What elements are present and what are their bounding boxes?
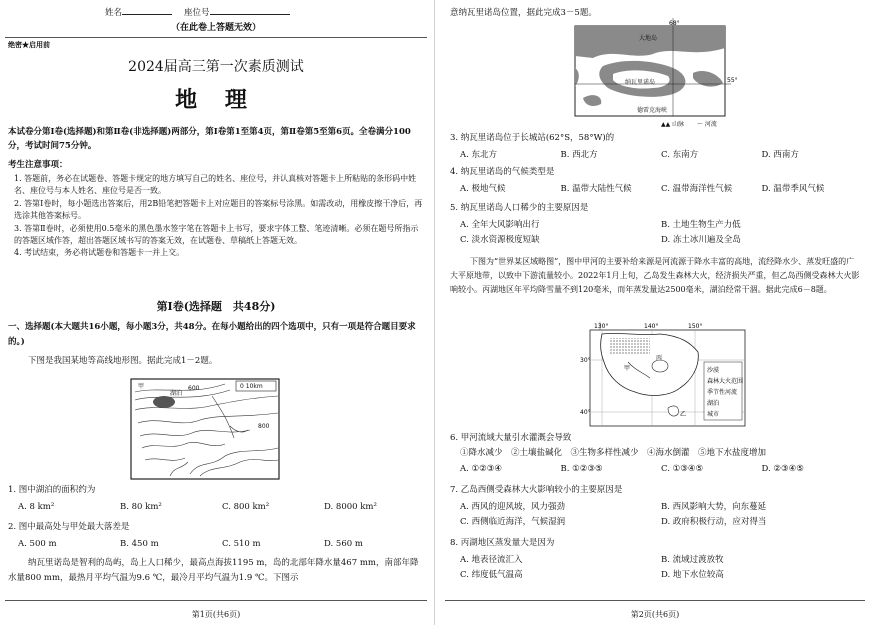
lat40-label: 40° [580, 409, 591, 416]
option-d[interactable]: D. 地下水位较高 [661, 569, 724, 580]
page-right [440, 0, 870, 625]
question-stem: 3. 纳瓦里诺岛位于长城站(62°S，58°W)的 [450, 133, 615, 143]
group1-intro: 下图是我国某地等高线地形图。据此完成1－2题。 [28, 356, 218, 366]
option-a[interactable]: A. 东北方 [460, 150, 498, 161]
footer-rule [445, 600, 865, 601]
question-1 [8, 485, 426, 514]
question-stem: 4. 纳瓦里诺岛的气候类型是 [450, 167, 555, 177]
subject-title: 地 理 [175, 88, 257, 113]
options [450, 464, 862, 475]
question-8 [450, 538, 862, 581]
option-b[interactable]: B. 80 km² [120, 502, 162, 513]
legend-river: 季节性河流 [707, 389, 738, 396]
yi-label: 乙 [680, 411, 687, 418]
legend-desert: 沙漠 [707, 367, 720, 374]
option-a[interactable]: A. 500 m [18, 539, 57, 550]
notes-list [14, 173, 424, 260]
legend-city: 城市 [707, 411, 720, 418]
page-left [0, 0, 432, 625]
options [8, 539, 426, 550]
question-items: ①降水减少 ②土壤盐碱化 ③生物多样性减少 ④海水倒灌 ⑤地下水盐度增加 [460, 448, 767, 459]
scale-label: 0 10km [240, 383, 263, 390]
question-3 [450, 133, 862, 162]
option-a[interactable]: A. 极地气候 [460, 184, 506, 195]
options [450, 555, 862, 581]
secret-mark: 绝密★启用前 [8, 40, 50, 49]
navarino-label: 纳瓦里诺岛 [625, 79, 656, 86]
note-item: 2. 答第Ⅰ卷时，每小题选出答案后，用2B铅笔把答题卡上对应题目的答案标号涂黑。如需改动，用橡皮擦干净后，再选涂其他答案标号。 [14, 198, 423, 221]
option-b[interactable]: B. ①②③⑤ [560, 463, 603, 474]
group2-intro-left: 纳瓦里诺岛是智利的岛屿，岛上人口稀少，最高点海拔1195 m，岛的北部年降水量467 mm，南部年降水量800 mm，最热月平均气温为9.6 ℃，最冷月平均气温为1.9 ℃。下图示 [8, 558, 419, 583]
option-a[interactable]: A. 西风的迎风坡，风力强劲 [460, 502, 566, 513]
question-6 [450, 433, 862, 475]
option-d[interactable]: D. 8000 km² [324, 502, 377, 513]
question-stem: 1. 图中湖泊的面积约为 [8, 485, 96, 495]
footer-right: 第2页(共6页) [630, 610, 680, 620]
option-d[interactable]: D. 冻土冰川遍及全岛 [661, 234, 741, 245]
option-b[interactable]: B. 西风影响大势，向东蔓延 [661, 502, 767, 513]
section-intro: 一、选择题(本大题共16小题，每小题3分，共48分。在每小题给出的四个选项中，只有一项是符合题目要求的。) [8, 322, 416, 347]
legend-fire: 森林大火范围 [707, 378, 744, 385]
option-d[interactable]: D. 560 m [324, 539, 363, 550]
notes-title: 考生注意事项： [8, 160, 68, 170]
footer-rule [5, 600, 427, 601]
option-c[interactable]: C. 纬度低气温高 [460, 569, 523, 580]
question-stem: 6. 甲河流域大量引水灌溉会导致 [450, 433, 572, 443]
lake-shape [153, 396, 175, 408]
group3-intro: 下图为“世界某区域略图”，图中甲河的主要补给来源是河流源于降水丰富的高地，流经降水少、蒸发旺盛的广大平原地带，以致中下游流量较小。2022年1月上旬，乙岛发生森林大火，经济损失严重，但乙岛西侧受森林大火影响较小。丙湖地区年平均降雪量不到120毫米，而年蒸发量达2500毫米，湖泊经常干涸。据此完成6－8题。 [450, 257, 860, 294]
footer-left: 第1页(共6页) [191, 610, 241, 620]
option-a[interactable]: A. 全年大风影响出行 [460, 220, 540, 231]
option-c[interactable]: C. ①③④⑤ [661, 463, 704, 474]
option-b[interactable]: B. 土地生物生产力低 [661, 220, 741, 231]
group2-intro-right: 意纳瓦里诺岛位置，据此完成3－5题。 [450, 8, 597, 18]
question-4 [450, 167, 862, 196]
legend-lake: 湖泊 [707, 400, 720, 407]
option-c[interactable]: C. 510 m [222, 539, 261, 550]
option-b[interactable]: B. 流域过渡放牧 [661, 555, 724, 566]
question-2 [8, 522, 426, 551]
lake-label: 湖泊 [170, 390, 183, 397]
note-item: 1. 答题前，务必在试题卷、答题卡规定的地方填写自己的姓名、座位号，并认真核对答题卡上所粘贴的条形码中姓名、座位号与本人姓名、座位号是否一致。 [14, 174, 417, 196]
option-d[interactable]: D. ②③④⑤ [761, 463, 804, 474]
options [450, 220, 862, 246]
option-d[interactable]: D. 政府积极行动，应对得当 [661, 516, 767, 527]
exam-intro: 本试卷分第Ⅰ卷(选择题)和第Ⅱ卷(非选择题)两部分，第Ⅰ卷第1至第4页，第Ⅱ卷第5至第6页。全卷满分100分，考试时间75分钟。 [8, 127, 411, 151]
options [8, 502, 426, 513]
legend-mountain: ▲▲ 山脉 [661, 121, 685, 128]
contour-label-800: 800 [258, 423, 270, 430]
question-stem: 2. 图中最高处与甲处最大落差是 [8, 522, 130, 532]
options [450, 184, 862, 195]
option-c[interactable]: C. 800 km² [222, 502, 270, 513]
map2-lon-label: 68° [669, 20, 680, 27]
map2-lat-label: 55° [727, 77, 738, 84]
bing-label: 丙 [656, 355, 663, 362]
options [450, 502, 862, 528]
option-a[interactable]: A. 地表径流汇入 [460, 555, 523, 566]
option-b[interactable]: B. 西北方 [560, 150, 598, 161]
page-divider [434, 0, 435, 625]
option-d[interactable]: D. 西南方 [761, 150, 799, 161]
question-stem: 5. 纳瓦里诺岛人口稀少的主要原因是 [450, 203, 589, 213]
option-b[interactable]: B. 温带大陆性气候 [560, 184, 632, 195]
note-item: 3. 答第Ⅱ卷时，必须使用0.5毫米的黑色墨水签字笔在答题卡上书写，要求字体工整、笔迹清晰。必须在题号所指示的答题区域作答，超出答题区域书写的答案无效，在试题卷、草稿纸上答题无效。 [14, 223, 419, 245]
navarino-map [573, 18, 743, 130]
option-d[interactable]: D. 温带季风气候 [761, 184, 825, 195]
options [450, 150, 862, 161]
exam-title: 2024届高三第一次素质测试 [128, 59, 304, 75]
contour-label-600: 600 [188, 385, 200, 392]
option-c[interactable]: C. 温带海洋性气候 [661, 184, 733, 195]
region-map [580, 322, 750, 428]
header-rule [5, 37, 427, 38]
lon130-label: 130° [594, 323, 609, 330]
legend-river: ～ 河流 [697, 121, 717, 128]
option-a[interactable]: A. 8 km² [18, 502, 55, 513]
section-title: 第Ⅰ卷(选择题 共48分) [156, 300, 276, 313]
strait-label: 德雷克海峡 [637, 107, 668, 114]
option-a[interactable]: A. ①②③④ [460, 463, 503, 474]
option-c[interactable]: C. 东南方 [661, 150, 699, 161]
question-stem: 7. 乙岛西侧受森林大火影响较小的主要原因是 [450, 485, 623, 495]
name-line: 姓名 座位号 [105, 8, 290, 19]
notice-text: （在此卷上答题无效） [170, 23, 261, 33]
option-c[interactable]: C. 西侧临近海洋，气候湿润 [460, 516, 566, 527]
big-island-label: 大地岛 [639, 35, 658, 42]
option-b[interactable]: B. 450 m [120, 539, 159, 550]
question-7 [450, 485, 862, 528]
jia-label: 甲 [138, 383, 145, 390]
contour-map [130, 378, 280, 480]
lon150-label: 150° [688, 323, 703, 330]
lon140-label: 140° [644, 323, 659, 330]
note-item: 4. 考试结束，务必将试题卷和答题卡一并上交。 [14, 248, 185, 258]
jia-label: 甲 [624, 365, 631, 372]
question-stem: 8. 丙湖地区蒸发量大是因为 [450, 538, 555, 548]
lat30-label: 30° [580, 357, 591, 364]
question-5 [450, 203, 862, 246]
option-c[interactable]: C. 淡水资源极度短缺 [460, 234, 540, 245]
